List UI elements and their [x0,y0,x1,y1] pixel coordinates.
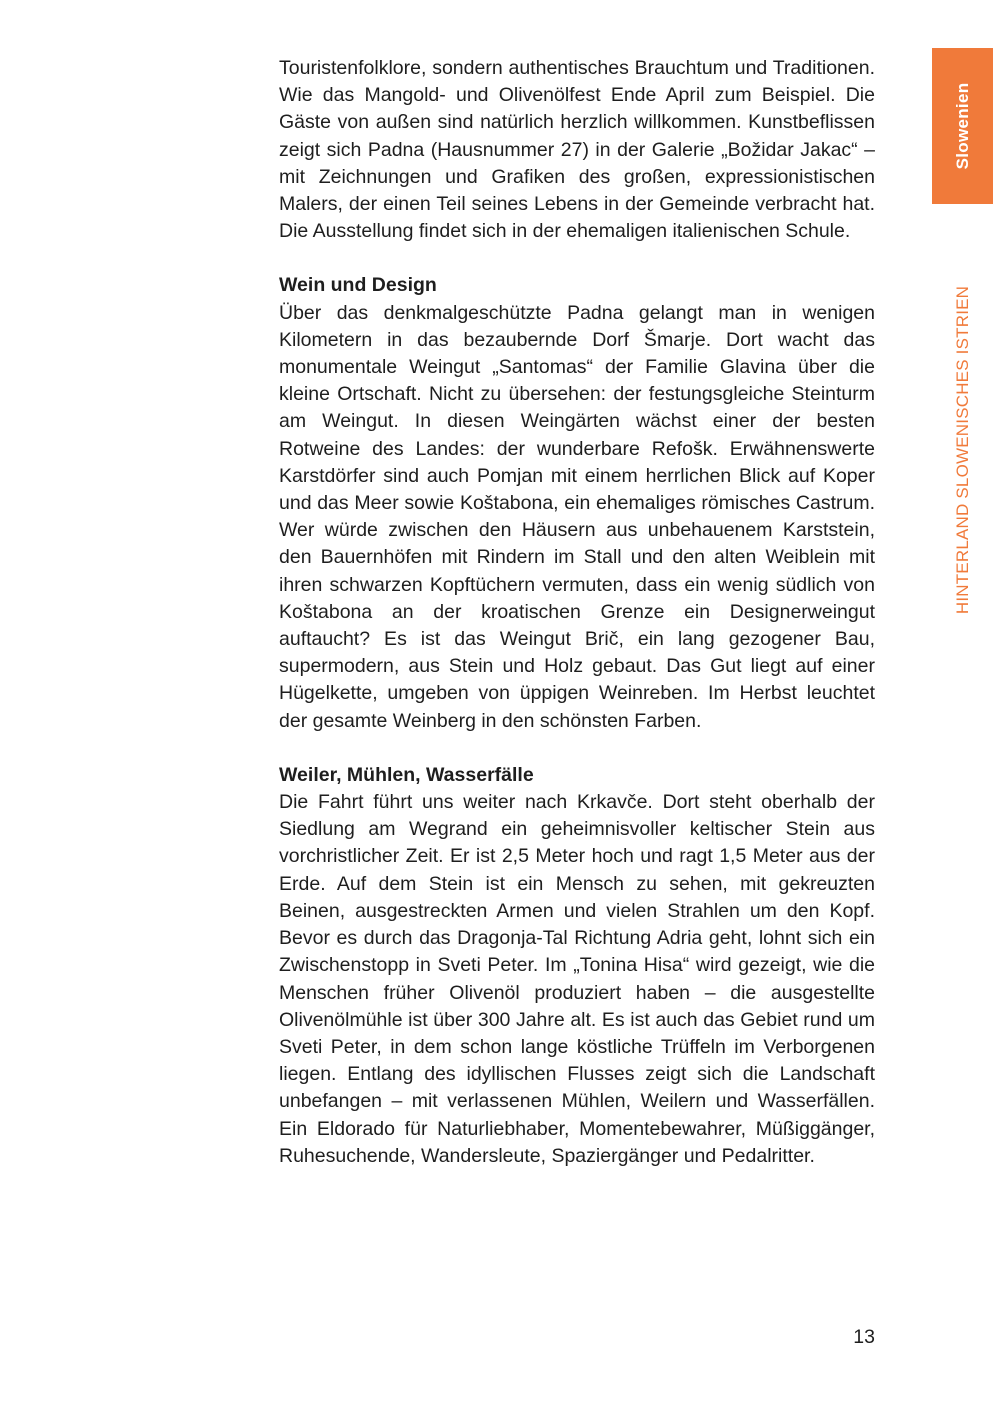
page-number: 13 [853,1326,875,1348]
section-running-title [932,250,993,650]
chapter-tab [932,48,993,204]
chapter-tab-label: Slowenien [952,82,972,170]
section-body-wein-und-design: Über das denkmalgeschützte Padna gelangt man in wenigen Kilometern in das bezaubernde Dorf Šmarje. Dort wacht das monumentale Weingut „Santomas“ der Familie Glavina über die kleine Ortschaft. Nicht zu übersehen: der festungsgleiche Steinturm am Weingut. In diesen Weingärten wächst einer der besten Rotweine des Landes: der wunderbare Refošk. Erwähnenswerte Karstdörfer sind auch Pomjan mit einem herrlichen Blick auf Koper und das Meer sowie Koštabona, ein ehemaliges römisches Castrum. Wer würde zwischen den Häusern aus unbehauenem Karststein, den Bauernhöfen mit Rindern im Stall und den alten Weiblein mit ihren schwarzen Kopftüchern vermuten, dass ein wenig südlich von Koštabona an der kroatischen Grenze ein Designerweingut auftaucht? Es ist das Weingut Brič, ein lang gezogener Bau, supermodern, aus Stein und Holz gebaut. Das Gut liegt auf einer Hügelkette, umgeben von üppigen Weinreben. Im Herbst leuchtet der gesamte Weinberg in den schönsten Farben. [279,301,875,732]
section-heading-wein-und-design: Wein und Design [279,274,437,297]
intro-paragraph: Touristenfolklore, sondern authentisches Brauchtum und Traditionen. Wie das Mangold- und Olivenölfest Ende April zum Beispiel. Die Gäste von außen sind natürlich herzlich willkommen. Kunstbeflissen zeigt sich Padna (Hausnummer 27) in der Galerie „Božidar Jakac“ – mit Zeichnungen und Grafiken des großen, expressionistischen Malers, der einen Teil seines Lebens in der Gemeinde verbracht hat. Die Ausstellung findet sich in der ehemaligen italienischen Schule. [279,57,875,243]
section-body-weiler-muehlen: Die Fahrt führt uns weiter nach Krkavče. Dort steht oberhalb der Siedlung am Wegrand ein geheimnisvoller keltischer Stein aus vorchristlicher Zeit. Er ist 2,5 Meter hoch und ragt 1,5 Meter aus der Erde. Auf dem Stein ist ein Mensch zu sehen, mit gekreuzten Beinen, ausgestreckten Armen und vielen Strahlen um den Kopf. Bevor es durch das Dragonja-Tal Richtung Adria geht, lohnt sich ein Zwischenstopp in Sveti Peter. Im „Tonina Hisa“ wird gezeigt, wie die Menschen früher Olivenöl produziert haben – die ausgestellte Olivenölmühle ist über 300 Jahre alt. Es ist auch das Gebiet rund um Sveti Peter, in dem schon lange köstliche Trüffeln im Verborgenen liegen. Entlang des idyllischen Flusses zeigt sich die Landschaft unbefangen – mit verlassenen Mühlen, Weilern und Wasserfällen. Ein Eldorado für Naturliebhaber, Momentebewahrer, Müßiggänger, Ruhesuchende, Wandersleute, Spaziergänger und Pedalritter. [279,791,875,1167]
paragraph-spacer [279,245,875,272]
article-body [279,55,875,1170]
section-heading-weiler-muehlen: Weiler, Mühlen, Wasserfälle [279,763,534,786]
paragraph-spacer [279,735,875,762]
section-running-title-label: HINTERLAND SLOWENISCHES ISTRIEN [952,285,972,615]
